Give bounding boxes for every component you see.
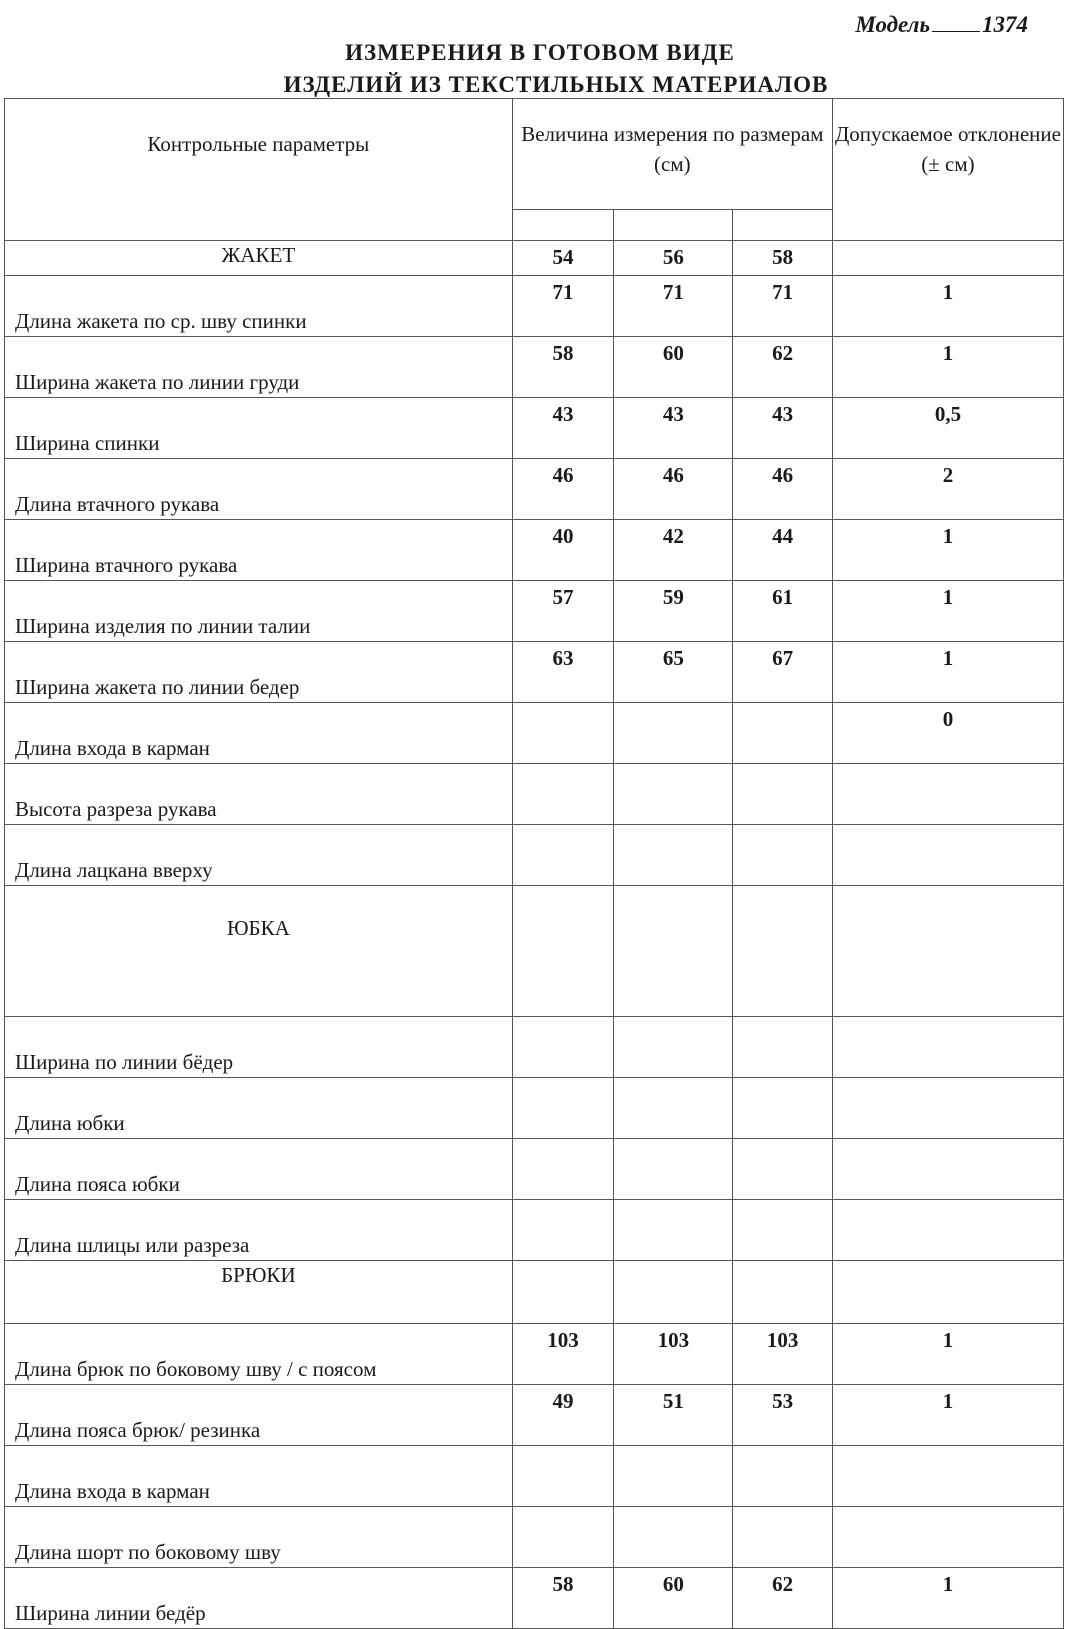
parameter-cell xyxy=(5,642,513,703)
size-value: 103 xyxy=(512,1324,614,1385)
size-value xyxy=(733,1507,832,1568)
size-value xyxy=(614,1078,733,1139)
parameter-label: Ширина изделия по линии талии xyxy=(15,614,311,638)
table-row xyxy=(5,1568,1064,1629)
size-value xyxy=(733,703,832,764)
parameter-cell xyxy=(5,398,513,459)
size-value xyxy=(733,1017,832,1078)
tolerance-value: 1 xyxy=(832,642,1063,703)
parameter-cell xyxy=(5,1568,513,1629)
size-value: 46 xyxy=(512,459,614,520)
model-underline xyxy=(932,13,980,32)
size-value: 61 xyxy=(733,581,832,642)
table-row xyxy=(5,276,1064,337)
empty-cell xyxy=(614,886,733,1017)
size-value xyxy=(512,764,614,825)
size-value xyxy=(512,1017,614,1078)
tolerance-value xyxy=(832,1139,1063,1200)
parameter-cell xyxy=(5,1017,513,1078)
empty-cell xyxy=(512,1261,614,1324)
parameter-cell xyxy=(5,1078,513,1139)
size-value: 46 xyxy=(614,459,733,520)
table-row xyxy=(5,1017,1064,1078)
document-title-line2: ИЗДЕЛИЙ ИЗ ТЕКСТИЛЬНЫХ МАТЕРИАЛОВ xyxy=(283,72,829,97)
tolerance-cell xyxy=(832,241,1063,276)
tolerance-value: 1 xyxy=(832,520,1063,581)
model-number: 1374 xyxy=(982,12,1028,37)
table-row xyxy=(5,520,1064,581)
size-value: 40 xyxy=(512,520,614,581)
size-value xyxy=(512,1078,614,1139)
parameter-label: Длина пояса брюк/ резинка xyxy=(15,1418,261,1442)
size-value: 67 xyxy=(733,642,832,703)
size-value: 43 xyxy=(512,398,614,459)
size-value: 71 xyxy=(733,276,832,337)
parameter-label: Длина жакета по ср. шву спинки xyxy=(15,309,307,333)
parameter-cell xyxy=(5,1200,513,1261)
size-value: 63 xyxy=(512,642,614,703)
skirt-section-row xyxy=(5,886,1064,1017)
size-header: 58 xyxy=(733,241,832,276)
header-measure: Величина измерения по размерам (см) xyxy=(512,99,832,210)
size-value xyxy=(614,1507,733,1568)
header-row xyxy=(5,99,1064,210)
size-value xyxy=(614,1446,733,1507)
size-value xyxy=(512,1507,614,1568)
table-row xyxy=(5,642,1064,703)
parameter-label: Высота разреза рукава xyxy=(15,797,217,821)
header-param: Контрольные параметры xyxy=(5,99,513,241)
size-value: 46 xyxy=(733,459,832,520)
size-value xyxy=(614,1139,733,1200)
parameter-cell xyxy=(5,276,513,337)
parameter-cell xyxy=(5,1385,513,1446)
table-row xyxy=(5,459,1064,520)
size-value: 58 xyxy=(512,337,614,398)
empty-cell xyxy=(832,1261,1063,1324)
tolerance-value xyxy=(832,825,1063,886)
parameter-label: Длина шлицы или разреза xyxy=(15,1233,250,1257)
parameter-label: Длина входа в карман xyxy=(15,1479,210,1503)
parameter-label: Длина пояса юбки xyxy=(15,1172,180,1196)
empty-cell xyxy=(614,1261,733,1324)
size-value: 62 xyxy=(733,337,832,398)
tolerance-value: 0,5 xyxy=(832,398,1063,459)
size-value: 43 xyxy=(614,398,733,459)
parameter-cell xyxy=(5,337,513,398)
parameter-cell xyxy=(5,581,513,642)
table-row xyxy=(5,398,1064,459)
size-value xyxy=(512,1446,614,1507)
tolerance-value: 1 xyxy=(832,1568,1063,1629)
table-row xyxy=(5,337,1064,398)
table-row xyxy=(5,581,1064,642)
parameter-label: Ширина жакета по линии бедер xyxy=(15,675,300,699)
size-value: 71 xyxy=(614,276,733,337)
table-row xyxy=(5,1139,1064,1200)
tolerance-value: 2 xyxy=(832,459,1063,520)
size-value: 58 xyxy=(512,1568,614,1629)
table-row xyxy=(5,1385,1064,1446)
header-sub-cell xyxy=(733,210,832,241)
table-row xyxy=(5,1200,1064,1261)
parameter-label: Длина шорт по боковому шву xyxy=(15,1540,281,1564)
tolerance-value xyxy=(832,1446,1063,1507)
size-header: 54 xyxy=(512,241,614,276)
size-value xyxy=(512,1200,614,1261)
parameter-label: Ширина жакета по линии груди xyxy=(15,370,300,394)
size-value xyxy=(733,1200,832,1261)
size-value: 71 xyxy=(512,276,614,337)
size-value: 53 xyxy=(733,1385,832,1446)
size-value xyxy=(733,764,832,825)
parameter-label: Ширина спинки xyxy=(15,431,160,455)
tolerance-value: 1 xyxy=(832,337,1063,398)
parameter-label: Ширина линии бедёр xyxy=(15,1601,206,1625)
tolerance-value: 1 xyxy=(832,581,1063,642)
tolerance-value xyxy=(832,1078,1063,1139)
table-row xyxy=(5,1507,1064,1568)
size-value: 51 xyxy=(614,1385,733,1446)
empty-cell xyxy=(832,886,1063,1017)
parameter-label: Ширина по линии бёдер xyxy=(15,1050,234,1074)
size-header: 56 xyxy=(614,241,733,276)
size-value: 60 xyxy=(614,1568,733,1629)
parameter-label: Длина входа в карман xyxy=(15,736,210,760)
size-value: 59 xyxy=(614,581,733,642)
parameter-label: Длина лацкана вверху xyxy=(15,858,213,882)
parameter-label: Длина втачного рукава xyxy=(15,492,220,516)
parameter-cell xyxy=(5,764,513,825)
header-tolerance: Допускаемое отклонение (± см) xyxy=(832,99,1063,241)
size-value: 43 xyxy=(733,398,832,459)
table-row xyxy=(5,1324,1064,1385)
size-value xyxy=(512,1139,614,1200)
tolerance-value xyxy=(832,764,1063,825)
measurements-table xyxy=(4,98,1064,1629)
header-sub-cell xyxy=(512,210,614,241)
empty-cell xyxy=(512,886,614,1017)
size-value xyxy=(614,825,733,886)
parameter-cell xyxy=(5,459,513,520)
document-title-line1: ИЗМЕРЕНИЯ В ГОТОВОМ ВИДЕ xyxy=(345,40,735,65)
parameter-cell xyxy=(5,825,513,886)
tolerance-value: 0 xyxy=(832,703,1063,764)
size-value: 60 xyxy=(614,337,733,398)
size-value: 49 xyxy=(512,1385,614,1446)
size-value xyxy=(512,703,614,764)
tolerance-value xyxy=(832,1017,1063,1078)
parameter-label: Длина брюк по боковому шву / с поясом xyxy=(15,1357,377,1381)
model-label xyxy=(855,12,1028,38)
parameter-cell xyxy=(5,1139,513,1200)
tolerance-value xyxy=(832,1200,1063,1261)
size-value: 103 xyxy=(733,1324,832,1385)
tolerance-value: 1 xyxy=(832,1385,1063,1446)
table-row xyxy=(5,825,1064,886)
size-value xyxy=(614,764,733,825)
trousers-section-title: БРЮКИ xyxy=(5,1261,513,1324)
parameter-label: Ширина втачного рукава xyxy=(15,553,238,577)
size-value xyxy=(733,1446,832,1507)
parameter-cell xyxy=(5,1507,513,1568)
size-value: 65 xyxy=(614,642,733,703)
table-row xyxy=(5,764,1064,825)
size-value xyxy=(614,1017,733,1078)
size-value: 44 xyxy=(733,520,832,581)
jacket-section-row xyxy=(5,241,1064,276)
size-value xyxy=(614,703,733,764)
parameter-cell xyxy=(5,520,513,581)
header-sub-cell xyxy=(614,210,733,241)
size-value: 42 xyxy=(614,520,733,581)
jacket-section-title: ЖАКЕТ xyxy=(5,241,513,276)
size-value xyxy=(733,1078,832,1139)
table-row xyxy=(5,1446,1064,1507)
tolerance-value xyxy=(832,1507,1063,1568)
size-value xyxy=(512,825,614,886)
model-word: Модель xyxy=(855,12,930,37)
tolerance-value: 1 xyxy=(832,1324,1063,1385)
table-row xyxy=(5,703,1064,764)
size-value xyxy=(733,825,832,886)
size-value xyxy=(614,1200,733,1261)
parameter-label: Длина юбки xyxy=(15,1111,125,1135)
parameter-cell xyxy=(5,703,513,764)
skirt-section-title: ЮБКА xyxy=(5,886,513,1017)
table-row xyxy=(5,1078,1064,1139)
empty-cell xyxy=(733,1261,832,1324)
tolerance-value: 1 xyxy=(832,276,1063,337)
size-value: 57 xyxy=(512,581,614,642)
empty-cell xyxy=(733,886,832,1017)
size-value: 62 xyxy=(733,1568,832,1629)
trousers-section-row xyxy=(5,1261,1064,1324)
parameter-cell xyxy=(5,1324,513,1385)
size-value: 103 xyxy=(614,1324,733,1385)
parameter-cell xyxy=(5,1446,513,1507)
size-value xyxy=(733,1139,832,1200)
